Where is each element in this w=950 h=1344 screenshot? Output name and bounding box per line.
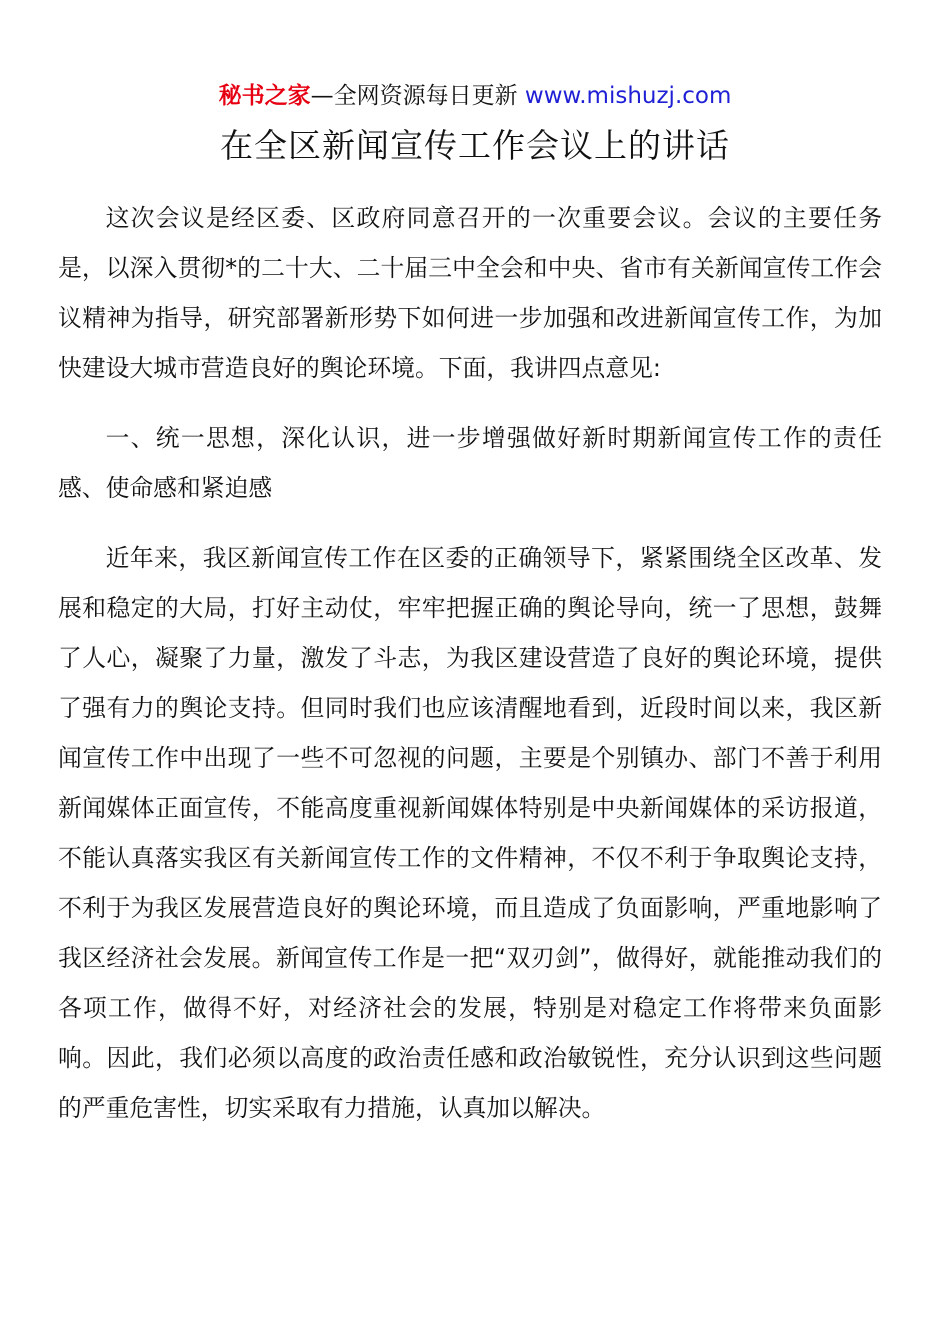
site-brand: 秘书之家 xyxy=(218,83,311,109)
header-dash: — xyxy=(310,83,334,109)
body-paragraph: 近年来，我区新闻宣传工作在区委的正确领导下，紧紧围绕全区改革、发展和稳定的大局，打好主动仗，牢牢把握正确的舆论导向，统一了思想，鼓舞了人心，凝聚了力量，激发了斗志，为我区建设营造了良好的舆论环境，提供了强有力的舆论支持。但同时我们也应该清醒地看到，近段时间以来，我区新闻宣传工作中出现了一些不可忽视的问题，主要是个别镇办、部门不善于利用新闻媒体正面宣传，不能高度重视新闻媒体特别是中央新闻媒体的采访报道，不能认真落实我区有关新闻宣传工作的文件精神，不仅不利于争取舆论支持，不利于为我区发展营造良好的舆论环境，而且造成了负面影响，严重地影响了我区经济社会发展。新闻宣传工作是一把“双刃剑”，做得好，就能推动我们的各项工作，做得不好，对经济社会的发展，特别是对稳定工作将带来负面影响。因此，我们必须以高度的政治责任感和政治敏锐性，充分认识到这些问题的严重危害性，切实采取有力措施，认真加以解决。 xyxy=(58,544,882,1122)
document-title: 在全区新闻宣传工作会议上的讲话 xyxy=(220,126,730,165)
site-header xyxy=(0,80,950,112)
intro-paragraph: 这次会议是经区委、区政府同意召开的一次重要会议。会议的主要任务是，以深入贯彻*的二十大、二十届三中全会和中央、省市有关新闻宣传工作会议精神为指导，研究部署新形势下如何进一步加强和改进新闻宣传工作，为加快建设大城市营造良好的舆论环境。下面，我讲四点意见: xyxy=(58,204,882,382)
section-heading: 一、统一思想，深化认识，进一步增强做好新时期新闻宣传工作的责任感、使命感和紧迫感 xyxy=(58,424,882,502)
site-url-link[interactable]: www.mishuzj.com xyxy=(524,83,732,109)
site-slogan: 全网资源每日更新 xyxy=(333,83,525,109)
document-body xyxy=(58,193,882,1133)
